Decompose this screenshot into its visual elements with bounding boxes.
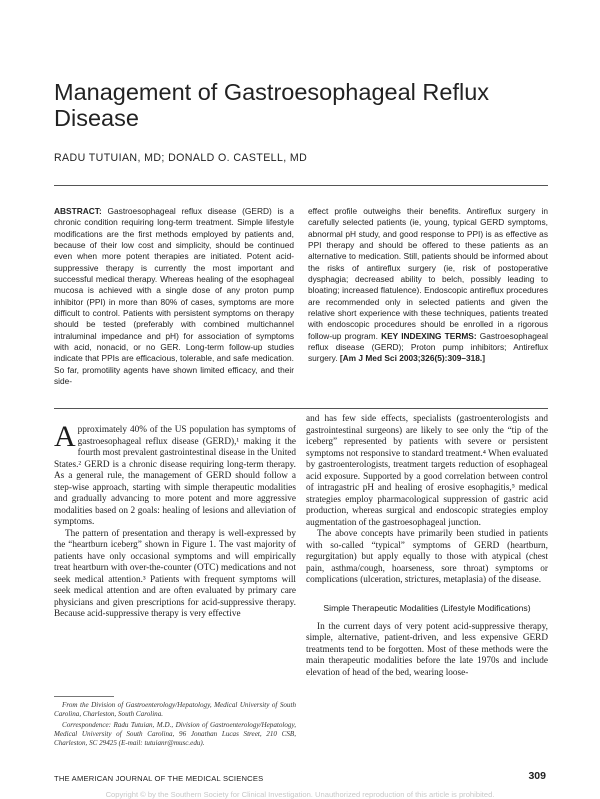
- footnotes: [54, 701, 296, 750]
- paragraph-specialists: and has few side effects, specialists (gastroenterologists and gastrointestinal surgeons) are likely to see only the “tip of the iceberg” represented by patients with severe or persistent symptoms not responsive to standard treatment.⁴ When evaluated by gastroenterologists, treatment targets reduction of esophageal acid exposure. Supported by a good correlation between control of intragastric pH and healing of erosive esophagitis,⁵ medical strategies employ pharmacological suppression of gastric acid production, whereas surgical and endoscopic strategies employ augmentation of the gastroesophageal junction.: [306, 414, 548, 528]
- body-column-right: [306, 414, 548, 679]
- footnote-correspondence: Correspondence: Radu Tutuian, M.D., Division of Gastroenterology/Hepatology, Medical University of South Carolina, 96 Jonathan Lucas Street, 210 CSB, Charleston, SC 29425 (E-mail: tutuianr@musc.edu).: [54, 721, 296, 748]
- key-indexing-label: KEY INDEXING TERMS:: [381, 330, 477, 341]
- paragraph-iceberg: The pattern of presentation and therapy is well-expressed by the “heartburn iceberg” shown in Figure 1. The vast majority of patients have only occasional symptoms and will empirically treat heartburn with over-the-counter (OTC) medications and not seek medical attention.³ Patients with frequent symptoms will seek medical attention and are often evaluated by primary care physicians and given prescriptions for acid-suppressive therapy. Because acid-suppressive therapy is very effective: [54, 528, 296, 619]
- abstract-text-right: effect profile outweighs their benefits. Antireflux surgery in carefully selected patients (ie, young, typical GERD symptoms, abnormal pH study, and good response to PPI) is as effective as PPI therapy and should be offered to these patients as an alternative to medication. Still, patients should be informed about the risks of antireflux surgery (ie, risk of postoperative dysphagia; decreased ability to belch, possibly leading to bloating; increased flatulence). Endoscopic antireflux procedures are recommended only in selected patients and given the relative short experience with these techniques, patients treated with endoscopic procedures should be enrolled in a rigorous follow-up program.: [308, 206, 548, 341]
- header-divider: [54, 185, 548, 186]
- paragraph-intro-text: pproximately 40% of the US population has symptoms of gastroesophageal reflux disease (GERD),¹ making it the fourth most prevalent gastrointestinal disease in the United States.² GERD is a chronic disease requiring long-term therapy. As a general rule, the management of GERD should follow a step-wise approach, starting with simple therapeutic modalities and gradually advancing to more potent and more aggressive modalities based on 2 goals: healing of lesions and alleviation of symptoms.: [54, 425, 296, 527]
- abstract-column-left: [54, 206, 294, 388]
- abstract-divider: [54, 408, 548, 409]
- footnote-divider: [54, 696, 114, 697]
- citation: [Am J Med Sci 2003;326(5):309–318.]: [339, 353, 486, 364]
- abstract-text-left: Gastroesophageal reflux disease (GERD) is a chronic condition requiring long-term treatment. Simple lifestyle modifications are the first methods employed by patients and, because of their low cost and simplicity, should be continued even when more potent therapies are initiated. Potent acid-suppressive therapy is currently the most important and successful medical therapy. Whereas healing of the esophageal mucosa is achieved with a single dose of any proton pump inhibitor (PPI) in more than 80% of cases, symptoms are more difficult to control. Patients with persistent symptoms on therapy should be tested (preferably with combined multichannel intraluminal impedance and pH) for association of symptoms with acid, nonacid, or no GER. Long-term follow-up studies indicate that PPIs are efficacious, tolerable, and safe medication. So far, promotility agents have shown limited efficacy, and their side-: [54, 206, 294, 387]
- paragraph-lifestyle: In the current days of very potent acid-suppressive therapy, simple, alternative, patient-driven, and less expensive GERD treatments tend to be forgotten. Most of these methods were the main therapeutic modalities before the late 1970s and include elevation of head of the bed, wearing loose-: [306, 621, 548, 678]
- section-heading: Simple Therapeutic Modalities (Lifestyle Modifications): [323, 602, 531, 613]
- author-line: RADU TUTUIAN, MD; DONALD O. CASTELL, MD: [54, 152, 308, 164]
- abstract-column-right: [308, 206, 548, 365]
- paragraph-concepts: The above concepts have primarily been studied in patients with so-called “typical” symptoms of GERD (heartburn, regurgitation) but apply equally to those with atypical (chest pain, asthma/cough, hoarseness, sore throat) symptoms or complications (ulceration, strictures, metaplasia) of the disease.: [306, 529, 548, 585]
- body-column-left: [54, 420, 296, 621]
- copyright-notice: Copyright © by the Southern Society for Clinical Investigation. Unauthorized reproduction of this article is prohibited.: [105, 790, 495, 799]
- journal-name: THE AMERICAN JOURNAL OF THE MEDICAL SCIENCES: [54, 774, 264, 783]
- footnote-affiliation: From the Division of Gastroenterology/Hepatology, Medical University of South Carolina, Charleston, South Carolina.: [54, 701, 296, 719]
- abstract-label: ABSTRACT:: [54, 206, 102, 216]
- drop-cap: A: [54, 420, 76, 453]
- article-title: Management of Gastroesophageal Reflux Disease: [54, 79, 490, 131]
- key-indexing-terms: Gastroesophageal reflux disease (GERD); Proton pump inhibitors; Antireflux surgery.: [308, 330, 548, 364]
- paragraph-intro: [54, 420, 296, 529]
- page-number: 309: [528, 770, 546, 782]
